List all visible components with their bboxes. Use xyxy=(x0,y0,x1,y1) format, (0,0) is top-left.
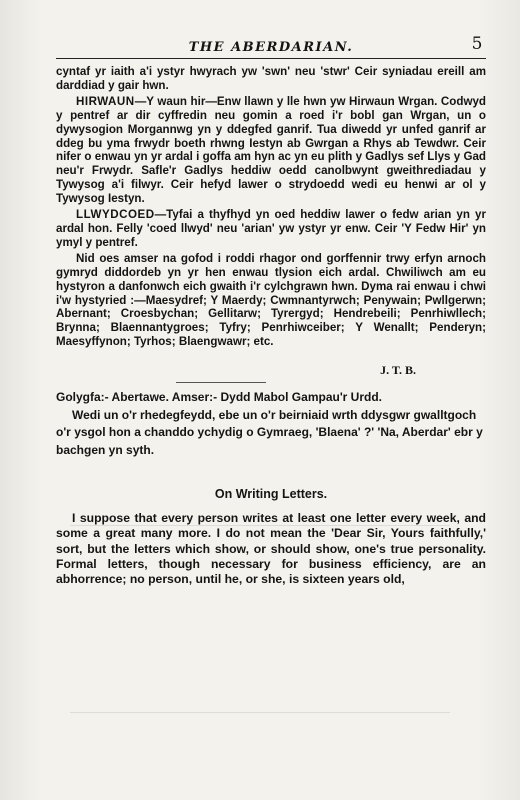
anecdote-setting: Golygfa:- Abertawe. Amser:- Dydd Mabol Gampau'r Urdd. xyxy=(56,390,383,405)
show-through xyxy=(70,712,450,713)
page-number: 5 xyxy=(471,34,484,54)
journal-title: THE ABERDARIAN. xyxy=(188,40,354,55)
letters-essay-paragraph: I suppose that every person writes at least one letter every week, and some a great many more. I do not mean the 'Dear Sir, Yours faithfully,' sort, but the letters which show, or should show, one's true personality. Formal letters, though necessary for business efficiency, are an abhorrence; no person, until he, or she, is sixteen years old, xyxy=(56,511,486,586)
running-header xyxy=(56,34,486,59)
show-through xyxy=(70,525,450,526)
llwydcoed-paragraph xyxy=(56,208,486,250)
hirwaun-heading: HIRWAUN xyxy=(76,94,135,108)
hirwaun-paragraph xyxy=(56,95,486,206)
llwydcoed-heading: LLWYDCOED xyxy=(76,208,155,222)
closing-paragraph: Nid oes amser na gofod i roddi rhagor ond gorffennir trwy erfyn arnoch gymryd diddordeb yn yr hen enwau tlysion eich ardal. Chwiliwch am eu hystyron a danfonwch eich gwaith i'r cylchgrawn hwn. Dyma rai enwau i chwi i'w hystyried :—Maesydref; Y Maerdy; Cwmnantyrwch; Penywain; Pwllgerwn; Abernant; Croesbychan; Gellitarw; Tyrergyd; Hendrebeili; Penrhiwllech; Brynna; Blaennantygroes; Tyfry; Penrhiwceiber; Y Wenallt; Penderyn; Maesyffynon; Tyrhos; Blaengwawr; etc. xyxy=(56,251,486,349)
urdd-anecdote xyxy=(56,389,486,459)
llwydcoed-text: —Tyfai a thyfhyd yn oed heddiw lawer o fedw arian yn yr ardal hon. Felly 'coed llwyd' neu 'arian' yw ystyr yr enw. Ceir 'Y Fedw Hir' yn ymyl y pentref. xyxy=(56,208,486,249)
anecdote-text: Wedi un o'r rhedegfeydd, ebe un o'r beirniaid wrth ddysgwr gwalltgoch o'r ysgol hon a chanddo ychydig o Gymraeg, 'Blaena' ?' 'Na, Aberdar' ebr y bachgen yn syth. xyxy=(56,407,483,457)
hirwaun-text: —Y waun hir—Enw llawn y lle hwn yw Hirwaun Wrgan. Codwyd y pentref ar dir cyffredin neu gomin a roed i'r bobl gan Wrgan, un o dywysogion Morgannwg yn y ddegfed ganrif. Tua diwedd yr unfed ganrif ar ddeg bu yma frwydr boeth rhwng Iestyn ab Gwrgan a Rhys ab Tewdwr. Ceir nifer o enwau yn yr ardal i goffa am hyn ac yn eu plith y Gadlys sef Llys y Gad neu'r Frwydr. Safle'r Gadlys heddiw oedd canolbwynt gweithrediadau y Tywysog a'i filwyr. Ceir hefyd lawer o strydoedd wedi eu henwi ar ol y Tywysog Iestyn. xyxy=(56,94,486,206)
intro-paragraph: cyntaf yr iaith a'i ystyr hwyrach yw 'swn' neu 'stwr' Ceir syniadau ereill am darddiad y gair hwn. xyxy=(56,65,486,92)
divider xyxy=(176,382,266,383)
author-signature: J. T. B. xyxy=(380,363,416,378)
section-title: On Writing Letters. xyxy=(214,487,328,502)
welsh-article xyxy=(56,65,486,349)
